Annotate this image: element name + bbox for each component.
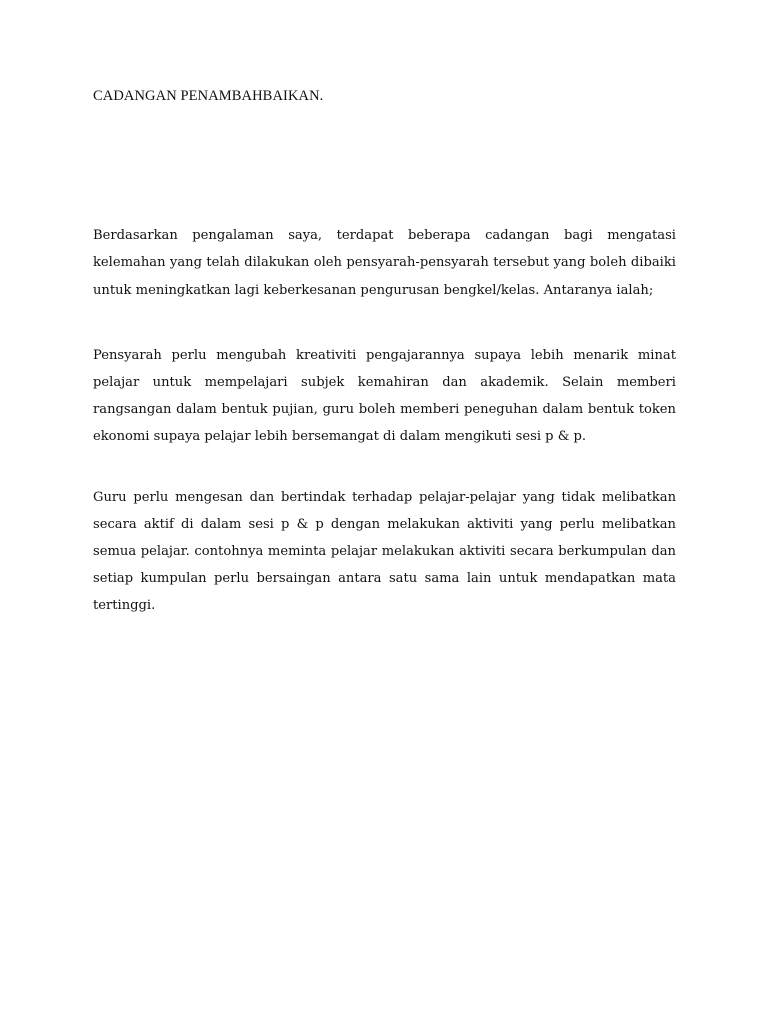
paragraph-suggestion-2: Guru perlu mengesan dan bertindak terhadap pelajar-pelajar yang tidak melibatkan secara aktif di dalam sesi p & p dengan melakukan aktiviti yang perlu melibatkan semua pelajar. contohnya meminta pelajar melakukan aktiviti secara berkumpulan dan setiap kumpulan perlu bersaingan antara satu sama lain untuk mendapatkan mata tertinggi. [93,490,676,613]
document-heading: CADANGAN PENAMBAHBAIKAN. [93,88,324,104]
paragraph-intro: Berdasarkan pengalaman saya, terdapat beberapa cadangan bagi mengatasi kelemahan yang telah dilakukan oleh pensyarah-pensyarah tersebut yang boleh dibaiki untuk meningkatkan lagi keberkesanan pengurusan bengkel/kelas. Antaranya ialah; [93,228,676,298]
paragraph-suggestion-1: Pensyarah perlu mengubah kreativiti pengajarannya supaya lebih menarik minat pelajar untuk mempelajari subjek kemahiran dan akademik. Selain memberi rangsangan dalam bentuk pujian, guru boleh memberi peneguhan dalam bentuk token ekonomi supaya pelajar lebih bersemangat di dalam mengikuti sesi p & p. [93,348,676,444]
